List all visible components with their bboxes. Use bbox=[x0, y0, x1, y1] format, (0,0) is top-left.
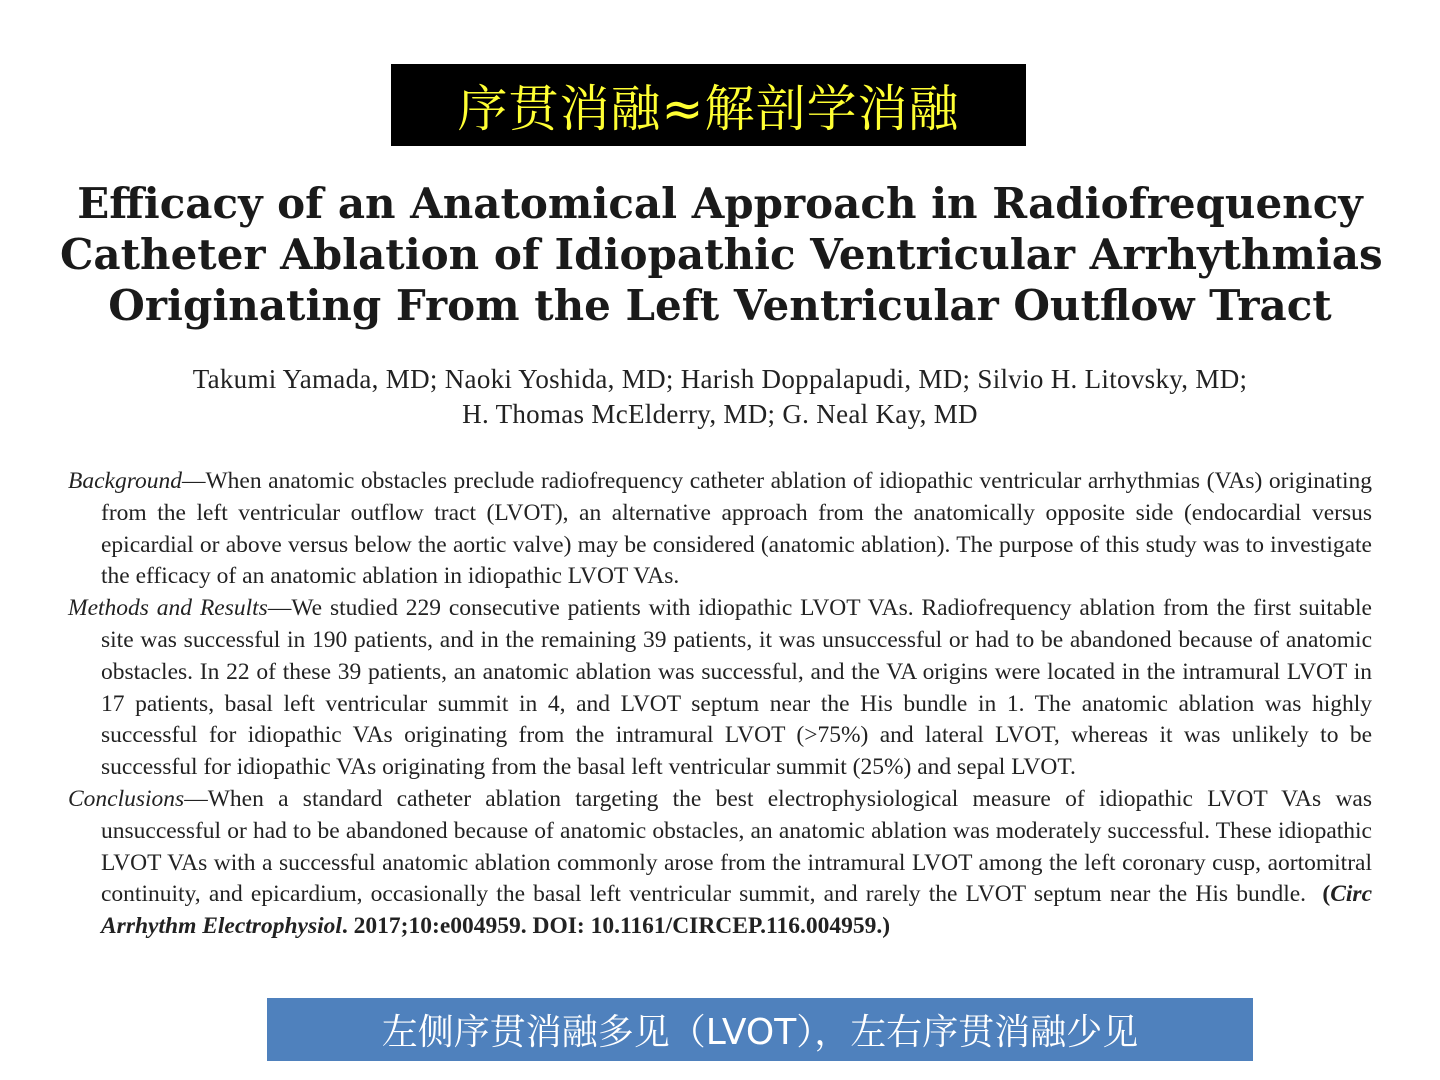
citation-rest: . 2017;10:e004959. DOI: 10.1161/CIRCEP.116.004959.) bbox=[341, 913, 891, 940]
background-heading: Background bbox=[68, 468, 182, 494]
abstract-background bbox=[68, 466, 1372, 593]
paper-authors bbox=[60, 362, 1380, 432]
authors-line: H. Thomas McElderry, MD; G. Neal Kay, MD bbox=[462, 399, 978, 429]
paper-title-line: Originating From the Left Ventricular Outflow Tract bbox=[108, 281, 1332, 330]
citation-open: ( bbox=[1322, 881, 1331, 908]
bottom-banner bbox=[267, 998, 1253, 1061]
top-banner bbox=[391, 64, 1026, 146]
bottom-banner-text: 左侧序贯消融多见（LVOT），左右序贯消融少见 bbox=[381, 1012, 1139, 1053]
authors-line: Takumi Yamada, MD; Naoki Yoshida, MD; Harish Doppalapudi, MD; Silvio H. Litovsky, MD; bbox=[192, 364, 1248, 394]
paper-title-line: Catheter Ablation of Idiopathic Ventricular Arrhythmias bbox=[60, 230, 1383, 279]
background-text: —When anatomic obstacles preclude radiofrequency catheter ablation of idiopathic ventricular arrhythmias (VAs) originating from the left ventricular outflow tract (LVOT), an alternative approach from the anatomically opposite side (endocardial versus epicardial or above versus below the aortic valve) may be considered (anatomic ablation). The purpose of this study was to investigate the efficacy of an anatomic ablation in idiopathic LVOT VAs. bbox=[101, 468, 1372, 590]
citation-journal: Circ Arrhythm Electrophysiol bbox=[101, 881, 1372, 940]
conclusions-heading: Conclusions bbox=[68, 785, 185, 812]
top-banner-text: 序贯消融≈解剖学消融 bbox=[457, 80, 960, 138]
abstract-methods-results bbox=[68, 593, 1372, 784]
paper-title-line: Efficacy of an Anatomical Approach in Radiofrequency bbox=[77, 179, 1363, 228]
methods-text: —We studied 229 consecutive patients with idiopathic LVOT VAs. Radiofrequency ablation from the first suitable site was successful in 190 patients, and in the remaining 39 patients, it was unsuccessful or had to be abandoned because of anatomic obstacles. In 22 of these 39 patients, an anatomic ablation was successful, and the VA origins were located in the intramural LVOT in 17 patients, basal left ventricular summit in 4, and LVOT septum near the His bundle in 1. The anatomic ablation was highly successful for idiopathic VAs originating from the intramural LVOT (>75%) and lateral LVOT, whereas it was unlikely to be successful for idiopathic VAs originating from the basal left ventricular summit (25%) and sepal LVOT. bbox=[101, 595, 1372, 781]
conclusions-text: —When a standard catheter ablation targeting the best electrophysiological measure of idiopathic LVOT VAs was unsuccessful or had to be abandoned because of anatomic obstacles, an anatomic ablation was moderately successful. These idiopathic LVOT VAs with a successful anatomic ablation commonly arose from the intramural LVOT among the left coronary cusp, aortomitral continuity, and epicardium, occasionally the basal left ventricular summit, and rarely the LVOT septum near the His bundle. bbox=[101, 785, 1372, 908]
abstract-conclusions bbox=[68, 784, 1372, 943]
abstract bbox=[68, 466, 1372, 943]
methods-heading: Methods and Results bbox=[68, 595, 268, 622]
paper-title bbox=[60, 178, 1383, 331]
